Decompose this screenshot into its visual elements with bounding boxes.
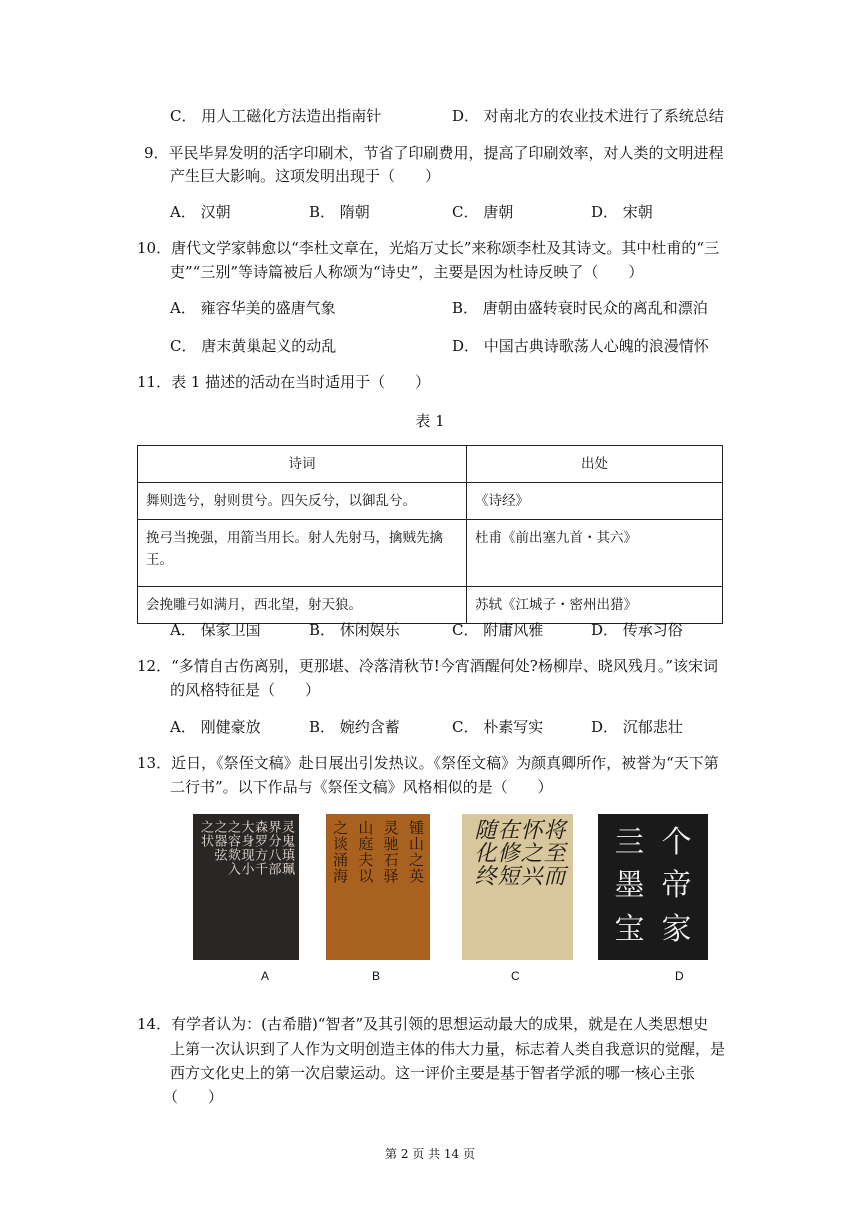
q11-stem: 11．表 1 描述的活动在当时适用于（ ） [137, 373, 431, 391]
calligraphy-image-c [462, 814, 573, 960]
calligraphy-images [0, 814, 860, 964]
calligraphy-image-a [193, 814, 299, 960]
table-header-source: 出处 [467, 446, 723, 483]
table-cell-poem: 挽弓当挽强，用箭当用长。射人先射马，擒贼先擒王。 [138, 520, 467, 587]
table-header-poem: 诗词 [138, 446, 467, 483]
image-b-column: 锺山之英 [406, 820, 425, 884]
image-a-column: 界分八部 [265, 820, 281, 876]
image-c-column: 在修短 [494, 818, 519, 887]
q14-stem-line1: 14．有学者认为：(古希腊)“智者”及其引领的思想运动最大的成果，就是在人类思想史 [137, 1015, 709, 1033]
image-d-char: 个 [661, 825, 692, 860]
q10-option-c: C． 唐末黄巢起义的动乱 [170, 337, 337, 355]
q12-option-c: C． 朴素写实 [452, 718, 544, 736]
q11-option-c: C． 附庸风雅 [452, 621, 544, 639]
poem-table [137, 445, 723, 624]
table-row [138, 520, 723, 587]
q9-stem-line2: 产生巨大影响。这项发明出现于（ ） [170, 167, 441, 185]
table-header-row [138, 446, 723, 483]
image-a-column: 之容欻入 [225, 820, 240, 876]
q8-option-d: D． 对南北方的农业技术进行了系统总结 [452, 107, 724, 125]
q11-option-a: A． 保家卫国 [170, 621, 261, 639]
image-a-column: 之状 [198, 820, 213, 848]
q10-option-b: B． 唐朝由盛转衰时民众的离乱和漂泊 [452, 299, 708, 317]
q9-option-a: A． 汉朝 [170, 203, 231, 221]
q9-option-c: C． 唐朝 [452, 203, 514, 221]
image-d-char: 宝 [614, 911, 645, 947]
image-a-column: 之器弦 [211, 820, 227, 862]
q13-stem-line1: 13．近日，《祭侄文稿》赴日展出引发热议。《祭侄文稿》为颜真卿所作，被誉为“天下第 [137, 754, 719, 772]
q9-option-b: B． 隋朝 [309, 203, 370, 221]
q12-stem-line2: 的风格特征是（ ） [170, 681, 321, 699]
table-cell-poem: 会挽雕弓如满月，西北望，射天狼。 [138, 587, 467, 624]
q13-stem-line2: 二行书”。以下作品与《祭侄文稿》风格相似的是（ ） [170, 778, 553, 796]
image-a-column: 灵鬼瑱珮 [279, 820, 294, 876]
q8-option-c: C． 用人工磁化方法造出指南针 [170, 107, 382, 125]
image-b-column: 灵驰石驿 [381, 820, 400, 884]
image-d-char: 家 [661, 911, 692, 947]
q14-stem-line4: （ ） [163, 1088, 224, 1106]
image-d-char: 墨 [614, 868, 645, 904]
image-label-a: A [261, 969, 270, 983]
table-row [138, 483, 723, 520]
q14-stem-line3: 西方文化史上的第一次启蒙运动。这一评价主要是基于智者学派的哪一核心主张 [170, 1064, 696, 1082]
q9-stem-line1: 9．平民毕昇发明的活字印刷术，节省了印刷费用，提高了印刷效率，对人类的文明进程 [144, 144, 724, 162]
image-b-column: 山庭夫以 [356, 820, 375, 884]
q9-option-d: D． 宋朝 [591, 203, 653, 221]
calligraphy-image-d [598, 814, 708, 960]
image-d-char: 亖 [614, 825, 645, 860]
image-a-column: 森罗方千 [252, 820, 267, 876]
page-footer: 第 2 页 共 14 页 [385, 1147, 475, 1161]
q10-option-d: D． 中国古典诗歌荡人心魄的浪漫情怀 [452, 337, 709, 355]
image-c-column: 随化终 [471, 818, 496, 887]
q12-option-b: B． 婉约含蓄 [309, 718, 400, 736]
image-c-column: 怀之兴 [517, 818, 542, 887]
image-c-column: 将至而 [540, 818, 565, 887]
q14-stem-line2: 上第一次认识到了人作为文明创造主体的伟大力量，标志着人类自我意识的觉醒，是 [170, 1040, 726, 1058]
image-label-b: B [372, 969, 381, 983]
table-cell-poem: 舞则选兮，射则贯兮。四矢反兮，以御乱兮。 [138, 483, 467, 520]
q10-option-a: A． 雍容华美的盛唐气象 [170, 299, 336, 317]
table-title: 表 1 [415, 412, 445, 430]
q12-stem-line1: 12．“多情自古伤离别，更那堪、冷落清秋节!今宵酒醒何处?杨柳岸、晓风残月。”该宋词 [137, 657, 718, 675]
image-d-char: 帝 [661, 868, 692, 904]
table-cell-source: 《诗经》 [467, 483, 723, 520]
image-b-column: 之谈涌海 [331, 820, 349, 884]
table-cell-source: 苏轼《江城子・密州出猎》 [467, 587, 723, 624]
q12-option-d: D． 沉郁悲壮 [591, 718, 683, 736]
image-a-column: 大身现小 [238, 820, 254, 876]
q10-stem-line2: 吏”“三别”等诗篇被后人称颂为“诗史”，主要是因为杜诗反映了（ ） [170, 263, 644, 281]
q12-option-a: A． 刚健豪放 [170, 718, 261, 736]
image-label-d: D [675, 969, 684, 983]
image-label-c: C [511, 969, 520, 983]
table-row [138, 587, 723, 624]
q11-option-d: D． 传承习俗 [591, 621, 683, 639]
q11-option-b: B． 休闲娱乐 [309, 621, 400, 639]
calligraphy-image-b [326, 814, 430, 960]
q10-stem-line1: 10．唐代文学家韩愈以“李杜文章在，光焰万丈长”来称颂李杜及其诗文。其中杜甫的“三 [137, 239, 720, 257]
table-cell-source: 杜甫《前出塞九首・其六》 [467, 520, 723, 587]
